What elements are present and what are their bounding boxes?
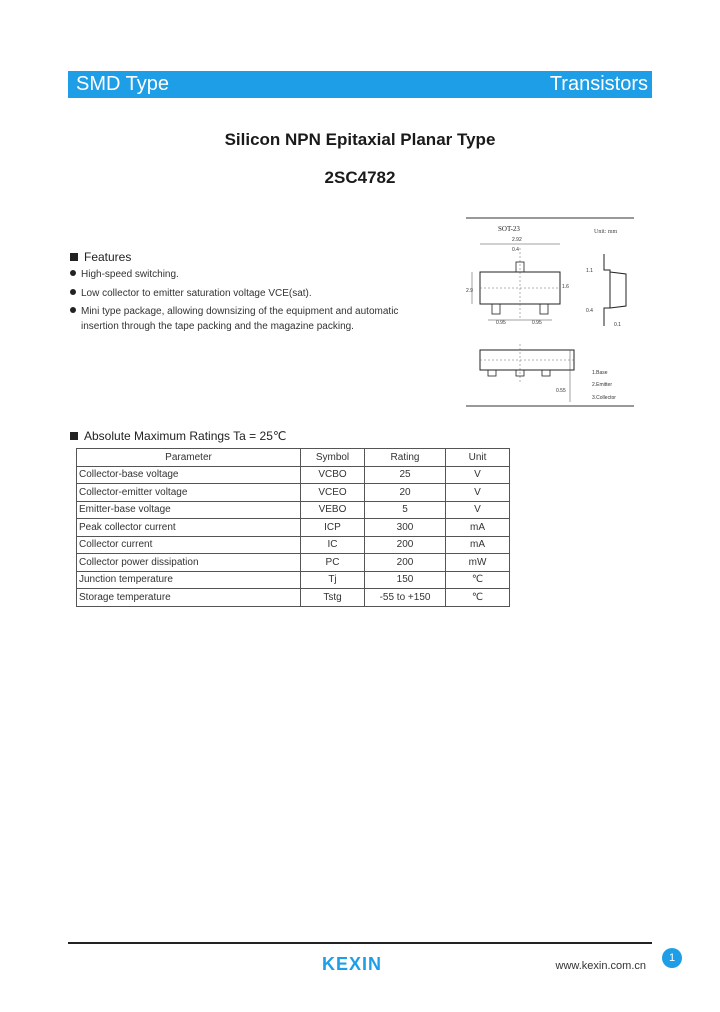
- table-row: Peak collector current ICP 300 mA: [77, 519, 510, 537]
- unit-label: Unit: mm: [594, 229, 618, 235]
- footer-divider: [68, 942, 652, 944]
- dim-label: 1.6: [562, 284, 569, 290]
- column-header: Symbol: [301, 449, 365, 467]
- table-row: Storage temperature Tstg -55 to +150 ℃: [77, 589, 510, 607]
- table-row: Collector-base voltage VCBO 25 V: [77, 466, 510, 484]
- pin-label: 2.Emitter: [592, 382, 613, 388]
- product-category: SMD Type: [76, 73, 169, 95]
- dim-label: 2.92: [512, 237, 522, 243]
- features-heading-text: Features: [84, 250, 132, 264]
- table-row: Collector-emitter voltage VCEO 20 V: [77, 484, 510, 502]
- pin-label: 1.Base: [592, 370, 608, 376]
- package-name-label: SOT-23: [498, 225, 520, 233]
- dim-label: 1.1: [586, 268, 593, 274]
- header-banner: [68, 71, 652, 98]
- ratings-heading: [70, 429, 286, 443]
- dim-label: 0.4: [586, 308, 593, 314]
- feature-item: Mini type package, allowing downsizing of the equipment and automatic: [70, 306, 398, 317]
- table-row: Emitter-base voltage VEBO 5 V: [77, 501, 510, 519]
- page-number-badge: 1: [662, 948, 682, 968]
- dim-label: 2.9: [466, 288, 473, 294]
- part-number: 2SC4782: [324, 168, 396, 187]
- dim-label: 0.4: [512, 247, 519, 253]
- bullet-icon: [70, 289, 76, 295]
- dim-label: 0.55: [556, 388, 566, 394]
- bullet-icon: [70, 270, 76, 276]
- column-header: Rating: [365, 449, 446, 467]
- svg-text:KEXIN: KEXIN: [322, 954, 383, 974]
- feature-item: High-speed switching.: [70, 269, 179, 280]
- document-title: Silicon NPN Epitaxial Planar Type: [224, 130, 496, 149]
- feature-item: Low collector to emitter saturation voltage VCE(sat).: [70, 288, 312, 299]
- features-heading: [70, 250, 131, 264]
- pin-label: 3.Collector: [592, 395, 616, 401]
- package-outline-drawing: [466, 216, 634, 408]
- ratings-table: [76, 448, 510, 607]
- square-bullet-icon: [70, 253, 78, 261]
- ratings-heading-text: Absolute Maximum Ratings Ta = 25℃: [84, 429, 287, 443]
- table-row: Collector current IC 200 mA: [77, 536, 510, 554]
- feature-item-continuation: insertion through the tape packing and the magazine packing.: [81, 321, 354, 332]
- dim-label: 0.1: [614, 322, 621, 328]
- column-header: Parameter: [77, 449, 301, 467]
- dim-label: 0.95: [496, 320, 506, 326]
- square-bullet-icon: [70, 432, 78, 440]
- kexin-logo: [322, 954, 402, 974]
- table-row: Collector power dissipation PC 200 mW: [77, 554, 510, 572]
- dim-label: 0.95: [532, 320, 542, 326]
- table-row: Junction temperature Tj 150 ℃: [77, 571, 510, 589]
- device-class: Transistors: [549, 73, 648, 95]
- bullet-icon: [70, 307, 76, 313]
- column-header: Unit: [446, 449, 510, 467]
- table-header-row: [77, 449, 510, 467]
- website-url[interactable]: www.kexin.com.cn: [555, 960, 646, 972]
